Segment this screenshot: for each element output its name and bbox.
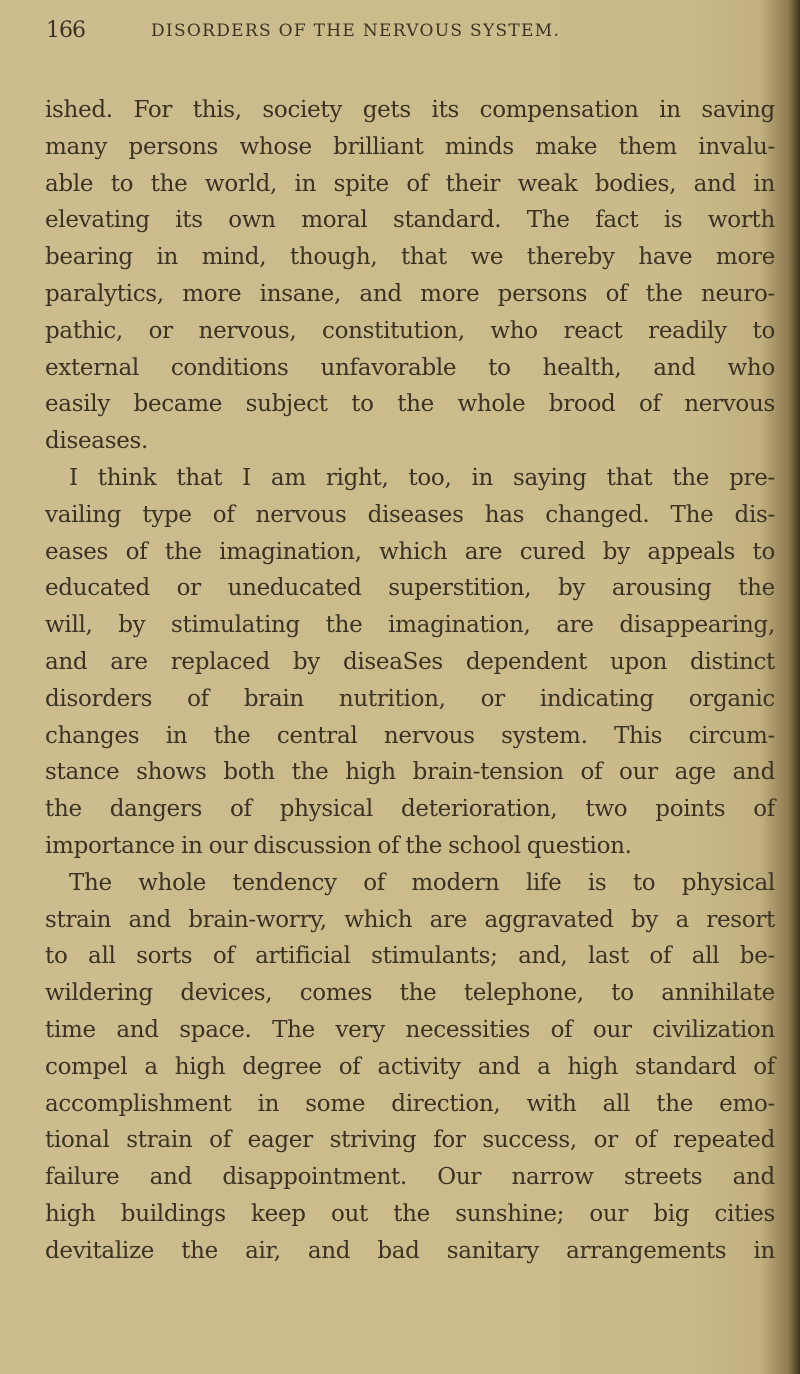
text-line: stance shows both the high brain-tension of our age and — [45, 759, 775, 786]
text-line: compel a high degree of activity and a high standard of — [45, 1053, 775, 1080]
text-line: pathic, or nervous, constitution, who react readily to — [45, 317, 775, 344]
running-title: DISORDERS OF THE NERVOUS SYSTEM. — [151, 21, 561, 41]
text-line: changes in the central nervous system. This circum- — [45, 722, 775, 749]
text-line: disorders of brain nutrition, or indicating organic — [45, 685, 775, 712]
text-line: failure and disappointment. Our narrow streets and — [45, 1164, 775, 1191]
text-line: elevating its own moral standard. The fact is worth — [45, 207, 775, 234]
text-line: The whole tendency of modern life is to physical — [69, 869, 775, 896]
page-body — [45, 92, 775, 1270]
page-number: 166 — [46, 18, 85, 43]
text-line: to all sorts of artificial stimulants; and, last of all be- — [45, 943, 775, 970]
text-line: bearing in mind, though, that we thereby have more — [45, 244, 775, 271]
text-line: vailing type of nervous diseases has changed. The dis- — [45, 501, 775, 528]
text-line: devitalize the air, and bad sanitary arrangements in — [45, 1237, 775, 1264]
text-line: will, by stimulating the imagination, are disappearing, — [45, 612, 775, 639]
text-line: external conditions unfavorable to health, and who — [45, 354, 775, 381]
text-line: paralytics, more insane, and more persons of the neuro- — [45, 280, 775, 307]
text-line: easily became subject to the whole brood of nervous — [45, 391, 775, 418]
text-line: I think that I am right, too, in saying that the pre- — [69, 464, 775, 491]
text-line: and are replaced by diseaSes dependent upon distinct — [45, 648, 775, 675]
text-line: educated or uneducated superstition, by arousing the — [45, 575, 775, 602]
text-line: eases of the imagination, which are cured by appeals to — [45, 538, 775, 565]
text-line: high buildings keep out the sunshine; our big cities — [45, 1200, 775, 1227]
text-line: time and space. The very necessities of our civilization — [45, 1016, 775, 1043]
text-line: wildering devices, comes the telephone, to annihilate — [45, 980, 775, 1007]
text-line: importance in our discussion of the school question. — [45, 832, 632, 859]
text-line: accomplishment in some direction, with all the emo- — [45, 1090, 775, 1117]
text-line: able to the world, in spite of their weak bodies, and in — [45, 170, 775, 197]
text-line: many persons whose brilliant minds make them invalu- — [45, 133, 775, 160]
text-line: the dangers of physical deterioration, two points of — [45, 796, 775, 823]
text-line: tional strain of eager striving for success, or of repeated — [45, 1127, 775, 1154]
text-line: diseases. — [45, 428, 149, 455]
text-line: ished. For this, society gets its compensation in saving — [45, 97, 775, 123]
text-line: strain and brain-worry, which are aggravated by a resort — [45, 906, 775, 933]
running-header — [46, 18, 686, 48]
